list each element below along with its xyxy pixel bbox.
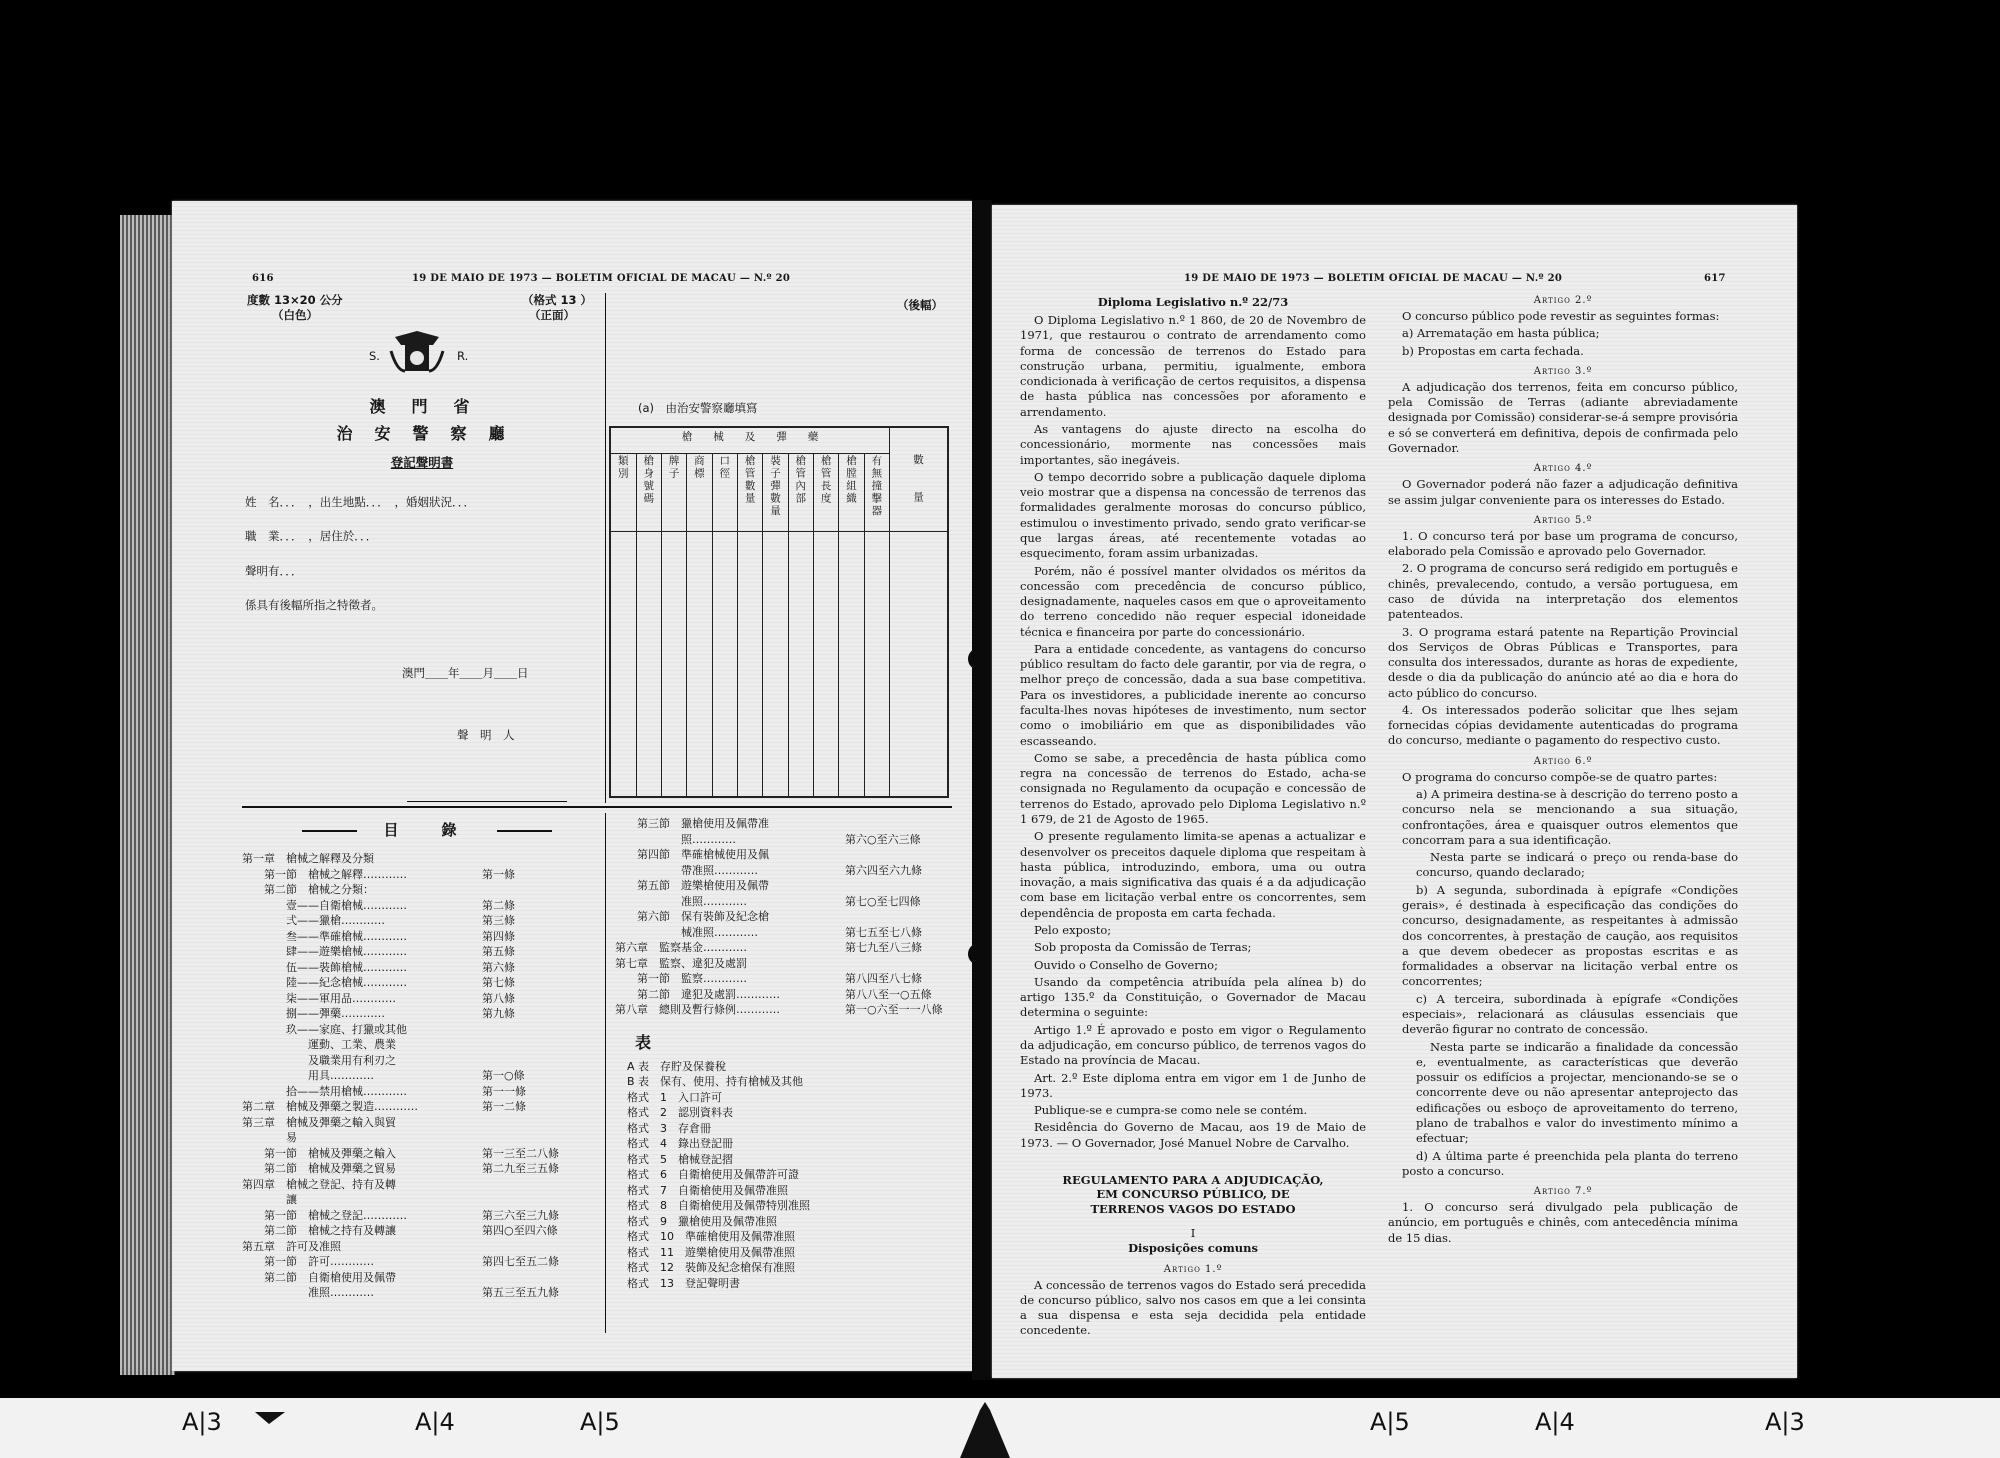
col-header-calibre: 口徑	[712, 453, 737, 531]
spine-binding-mark	[968, 943, 994, 965]
table-list-item: 格式 3 存倉冊	[627, 1121, 711, 1135]
decree-paragraph: Art. 2.º Este diploma entra em vigor em 1 de Junho de 1973.	[1020, 1070, 1366, 1100]
article-body	[1388, 309, 1738, 359]
table-list-item: 格式 8 自衛槍使用及佩帶特別准照	[627, 1199, 810, 1212]
left-page	[172, 201, 972, 1371]
decree-paragraph: O presente regulamento limita-se apenas a actualizar e desenvolver os preceitos daquele diploma que respeitam à hasta pública, introduzindo, embora, uma ou outra inovação, a mais significativa das quais é a da adjudicação com base em licitação verbal entre os concorrentes, sem dependência de proposta em carta fechada.	[1020, 829, 1366, 920]
table-list-item: 格式 2 認別資料表	[627, 1106, 733, 1119]
toc-item: 捌——彈藥………… 第九條	[242, 1007, 515, 1020]
table-list-item: 格式 13 登記聲明書	[627, 1276, 740, 1290]
signatory-label: 聲 明 人	[457, 728, 515, 742]
article-paragraph: Nesta parte se indicarão a finalidade da concessão e, eventualmente, as características que deverão possuir os edifícios a projectar, mencionando-se se o concorrente deve ou não apresentar anteprojecto das edificações ou esboço de aproveitamento do terreno, plano de trabalhos e valor do investimento mínimo a efectuar;	[1416, 1039, 1738, 1146]
col-header-serial: 槍身號碼	[636, 453, 661, 531]
toc-item: 陸——紀念槍械………… 第七條	[242, 976, 515, 989]
article-paragraph: O concurso público pode revestir as seguintes formas:	[1402, 309, 1720, 323]
article-label: Artigo 2.º	[1533, 295, 1593, 306]
film-mark: A|4	[1535, 1408, 1575, 1436]
toc-left-column	[242, 851, 597, 1301]
toc-heading: 目 錄	[383, 821, 471, 839]
film-center-notch-icon	[960, 1402, 1010, 1458]
table-cell	[788, 531, 813, 797]
toc-item: 第一章 槍械之解釋及分類	[242, 852, 374, 865]
article-paragraph: a) A primeira destina-se à descrição do terreno posto a concurso nela se mencionando a sua situação, confrontações, área e quaisquer outros elementos que concorram para a sua identificação.	[1402, 787, 1738, 847]
col-header-category: 類別	[610, 453, 636, 531]
table-list-item: 格式 12 裝飾及紀念槍保有准照	[627, 1261, 795, 1274]
section-title: Disposições comuns	[1128, 1241, 1258, 1256]
toc-item: 第四節 準確槍械使用及佩	[615, 848, 769, 861]
toc-right-column	[615, 816, 960, 1291]
table-list-item: 格式 11 遊樂槍使用及佩帶准照	[627, 1245, 795, 1259]
toc-item: 第二節 槍械之分類：	[242, 883, 374, 896]
article-body	[1388, 529, 1738, 749]
form-side-back: （後幅）	[897, 298, 943, 312]
toc-item: 及職業用有利刃之	[242, 1053, 396, 1067]
toc-item: 運動、工業、農業	[242, 1038, 396, 1051]
toc-item: 第一節 槍械及彈藥之輸入 第一三至二八條	[242, 1146, 559, 1160]
decree-paragraph: Para a entidade concedente, as vantagens do concurso público resultam do facto dele garantir, por via de regra, o melhor preço de concessão, dada a sua base competitiva. Para os investidores, a publicidade inerente ao concurso faculta-lhes novas hipóteses de investimento, num sector como o imobiliário em que as disponibilidades vão escasseando.	[1020, 641, 1366, 748]
right-running-title: 19 DE MAIO DE 1973 — BOLETIM OFICIAL DE MACAU — N.º 20	[1184, 273, 1563, 284]
article-paragraph: O Governador poderá não fazer a adjudicação definitiva se assim julgar conveniente para os interesses do Estado.	[1388, 477, 1738, 507]
film-mark: A|3	[182, 1408, 222, 1436]
col-header-brand: 牌子	[661, 453, 686, 531]
regulation-column	[1388, 295, 1738, 1248]
col-header-bore: 槍管內部	[788, 453, 813, 531]
table-list-item: 格式 6 自衛槍使用及佩帶許可證	[627, 1168, 799, 1181]
table-list-item: 格式 9 獵槍使用及佩帶准照	[627, 1214, 777, 1228]
toc-item: 讓	[242, 1193, 297, 1206]
form-color-note: （白色）	[272, 308, 318, 322]
toc-item: 准照………… 第五三至五九條	[242, 1286, 559, 1299]
section-rule	[242, 806, 952, 808]
article-paragraph: d) A última parte é preenchida pela planta do terreno posto a concurso.	[1402, 1148, 1738, 1178]
toc-item: 第二節 槍械之持有及轉讓 第四○至四六條	[242, 1224, 558, 1237]
toc-item: 用具………… 第一○條	[242, 1069, 525, 1082]
section-number: I	[1190, 1226, 1196, 1241]
police-office-name: 治 安 警 察 廳	[336, 424, 508, 443]
decree-paragraph: O Diploma Legislativo n.º 1 860, de 20 de Novembro de 1971, que restaurou o contrato de arrendamento como forma de concessão de terrenos do Estado para construção urbana, permitiu, igualmente, embora condicionada à verificação de certos requisitos, a dispensa de hasta pública nas concessões por aforamento e arrendamento.	[1020, 313, 1366, 419]
toc-item: 第八章 總則及暫行條例………… 第一○六至一一八條	[615, 1003, 943, 1016]
decree-paragraph: Residência do Governo de Macau, aos 19 de Maio de 1973. — O Governador, José Manuel Nobre de Carvalho.	[1020, 1120, 1366, 1150]
col-header-striker: 有無撞擊器	[864, 453, 889, 531]
table-cell	[610, 531, 636, 797]
field-characteristics-line: 係具有後幅所指之特徵者。	[245, 598, 383, 612]
article-label: Artigo 5.º	[1533, 514, 1593, 526]
form-size-note: 度數 13×20 公分	[247, 293, 343, 307]
table-list-item: 格式 4 錄出登記冊	[627, 1137, 733, 1150]
decree-title: Diploma Legislativo n.º 22/73	[1097, 295, 1289, 309]
table-list-item: 格式 1 入口許可	[627, 1090, 722, 1104]
table-cell	[737, 531, 762, 797]
table-cell	[687, 531, 712, 797]
toc-item: 照………… 第六○至六三條	[615, 832, 921, 846]
article-paragraph: 1. O concurso terá por base um programa de concurso, elaborado pela Comissão e aprovado pelo Governador.	[1388, 528, 1738, 559]
col-header-trademark: 商標	[687, 453, 712, 531]
table-list-item: B 表 保有、使用、持有槍械及其他	[627, 1075, 804, 1088]
table-cell	[839, 531, 864, 797]
article-body	[1388, 1200, 1738, 1246]
article-1-label: Artigo 1.º	[1163, 1263, 1223, 1275]
col-header-chamber: 槍膛組織	[839, 453, 864, 531]
table-list-item: 格式 10 準確槍使用及佩帶准照	[627, 1230, 795, 1243]
article-1-text: A concessão de terrenos vagos do Estado será precedida de concurso público, salvo nos casos em que a lei consinta a sua dispensa e esta seja decidida pela entidade concedente.	[1020, 1277, 1366, 1338]
film-mark: A|3	[1765, 1408, 1805, 1436]
article-body	[1388, 477, 1738, 508]
toc-item: 第一節 許可………… 第四七至五二條	[242, 1255, 559, 1268]
back-note: (a) 由治安警察廳填寫	[638, 401, 758, 415]
table-list-item: 格式 5 槍械登記摺	[627, 1152, 733, 1166]
toc-item: 柒——軍用品………… 第八條	[242, 991, 515, 1005]
article-body	[1388, 770, 1738, 1179]
toc-item: 第三章 槍械及彈藥之輸入與貿	[242, 1115, 396, 1129]
article-label: Artigo 3.º	[1533, 365, 1593, 377]
toc-item: 第二節 違犯及處罰………… 第八八至一○五條	[615, 987, 932, 1001]
decree-paragraph: Publique-se e cumpra-se como nele se contém.	[1034, 1103, 1308, 1118]
field-occupation-line: 職 業．．． ，居住於．．．	[245, 529, 378, 543]
table-cell	[636, 531, 661, 797]
decree-column	[1020, 295, 1366, 1341]
decree-paragraph: Pelo exposto;	[1034, 922, 1112, 937]
field-name-line: 姓 名．．． ，出生地點．．． ，婚姻狀況．．．	[245, 495, 475, 509]
toc-item: 第二節 槍械及彈藥之貿易 第二九至三五條	[242, 1162, 559, 1175]
toc-item: 第三節 獵槍使用及佩帶准	[615, 817, 769, 830]
firearms-table-title: 槍 械 及 彈 藥	[610, 427, 890, 453]
date-line: 澳門＿＿年＿＿月＿＿日	[402, 666, 529, 680]
toc-heading-rule-left	[302, 830, 357, 832]
article-paragraph: b) Propostas em carta fechada.	[1402, 343, 1584, 358]
article-paragraph: a) Arrematação em hasta pública;	[1402, 326, 1600, 341]
article-paragraph: 1. O concurso será divulgado pela publicação de anúncio, em português e chinês, com antecedência mínima de 15 dias.	[1388, 1200, 1738, 1245]
article-paragraph: A adjudicação dos terrenos, feita em concurso público, pela Comissão de Terras (adiante abreviadamente designada por Comissão) considerar-se-á sempre provisória e só se converterá em definitiva, depois de confirmada pelo Governador.	[1388, 379, 1738, 455]
field-declaration-line: 聲明有．．．	[245, 564, 303, 578]
book-spine	[972, 200, 992, 1380]
col-header-length: 槍管長度	[813, 453, 838, 531]
right-page	[992, 205, 1797, 1378]
tables-list	[627, 1059, 960, 1292]
toc-item: 壹——自衛槍械………… 第二條	[242, 898, 515, 912]
toc-item: 玖——家庭、打獵或其他	[242, 1022, 407, 1036]
film-mark: A|4	[415, 1408, 455, 1436]
toc-heading-rule-right	[497, 830, 552, 832]
table-list-item: A 表 存貯及保養稅	[627, 1059, 727, 1073]
toc-item: 准照………… 第七○至七四條	[615, 894, 921, 908]
toc-item: 第五章 許可及准照	[242, 1239, 341, 1253]
toc-item: 弍——獵槍………… 第三條	[242, 914, 515, 927]
page-edges	[120, 215, 175, 1375]
seal-letter-s: S.	[369, 349, 380, 363]
form-side-front: （正面）	[529, 308, 575, 322]
toc-item: 第五節 遊樂槍使用及佩帶	[615, 879, 769, 892]
toc-item: 叁——準確槍械………… 第四條	[242, 929, 515, 943]
decree-body	[1020, 313, 1366, 1151]
toc-item: 肆——遊樂槍械………… 第五條	[242, 945, 515, 958]
toc-item: 第二章 槍械及彈藥之製造………… 第一二條	[242, 1100, 526, 1113]
coat-of-arms-emblem	[387, 331, 447, 379]
toc-item: 第七章 監察、違犯及處罰	[615, 956, 747, 970]
seal-letter-r: R.	[457, 349, 469, 363]
table-cell	[890, 531, 949, 797]
article-paragraph: b) A segunda, subordinada à epígrafe «Condições gerais», é destinada à especificação das condições do concurso, designadamente, as respeitantes à admissão dos concorrentes, à prestação de caução, aos requisitos a que devem obedecer as propostas escritas e as formalidades a observar na licitação verbal entre os concorrentes;	[1402, 882, 1738, 989]
regulation-title: REGULAMENTO PARA A ADJUDICAÇÃO, EM CONCURSO PÚBLICO, DE TERRENOS VAGOS DO ESTADO	[1062, 1172, 1324, 1216]
decree-paragraph: Usando da competência atribuída pela alínea b) do artigo 135.º da Constituição, o Governador de Macau determina o seguinte:	[1020, 974, 1366, 1020]
firearms-table	[609, 426, 949, 798]
article-paragraph: 3. O programa estará patente na Repartição Provincial dos Serviços de Obras Públicas e Transportes, para consulta dos interessados, durante as horas de expediente, desde o dia da publicação do anúncio até ao dia e hora do acto público do concurso.	[1388, 624, 1738, 700]
table-list-item: 格式 7 自衛槍使用及佩帶准照	[627, 1183, 788, 1197]
toc-item: 第六章 監察基金………… 第七九至八三條	[615, 941, 922, 954]
signature-line	[407, 801, 567, 802]
article-paragraph: c) A terceira, subordinada à epígrafe «Condições especiais», relacionará as cláusulas essenciais que deverão figurar no contrato de concessão.	[1402, 991, 1738, 1037]
right-page-number: 617	[1704, 273, 1726, 284]
table-cell	[763, 531, 788, 797]
toc-item: 拾——禁用槍械………… 第一一條	[242, 1084, 526, 1098]
decree-paragraph: O tempo decorrido sobre a publicação daquele diploma veio mostrar que a dispensa na concessão de terrenos das formalidades geralmente morosas do concurso público, estimulou o investimento privado, sendo grato verificar-se que largas áreas, até recentemente votadas ao esquecimento, foram assim urbanizadas.	[1020, 469, 1366, 561]
article-label: Artigo 4.º	[1533, 463, 1593, 475]
form-title: 登記聲明書	[390, 455, 454, 470]
toc-item: 第一節 槍械之登記………… 第三六至三九條	[242, 1208, 559, 1222]
toc-item: 第六節 保有裝飾及紀念槍	[615, 910, 769, 923]
toc-divider	[605, 813, 606, 1333]
toc-item: 第一節 槍械之解釋………… 第一條	[242, 867, 515, 881]
left-running-title: 19 DE MAIO DE 1973 — BOLETIM OFICIAL DE MACAU — N.º 20	[412, 273, 791, 284]
decree-paragraph: Sob proposta da Comissão de Terras;	[1034, 940, 1252, 955]
article-paragraph: 2. O programa de concurso será redigido em português e chinês, prevalecendo, contudo, a versão portuguesa, em caso de dúvida na interpretação dos elementos patenteados.	[1388, 561, 1738, 622]
form-divider	[605, 293, 606, 803]
toc-item: 帶准照………… 第六四至六九條	[615, 863, 922, 877]
decree-paragraph: Ouvido o Conselho de Governo;	[1034, 957, 1218, 972]
form-format-label: （格式 13 ）	[522, 293, 593, 307]
film-mark: A|5	[580, 1408, 620, 1436]
left-page-number: 616	[252, 273, 274, 284]
col-header-barrels: 槍管數量	[737, 453, 762, 531]
film-mark: A|5	[1370, 1408, 1410, 1436]
table-cell	[661, 531, 686, 797]
article-paragraph: O programa do concurso compõe-se de quatro partes:	[1402, 769, 1718, 784]
decree-paragraph: Porém, não é possível manter olvidados os méritos da concessão com precedência de concurso público, designadamente, naqueles casos em que o aproveitamento do terreno concedido não requer especial idoneidade técnica e financeira por parte do concessionário.	[1020, 563, 1366, 639]
decree-paragraph: As vantagens do ajuste directo na escolha do concessionário, mormente nas concessões mais importantes, são inegáveis.	[1020, 421, 1366, 467]
article-body	[1388, 380, 1738, 456]
quantity-header: 數 量	[890, 427, 949, 531]
table-cell	[864, 531, 889, 797]
table-cell	[813, 531, 838, 797]
film-marker-arrow-icon	[255, 1410, 285, 1426]
article-label: Artigo 6.º	[1533, 755, 1593, 767]
article-paragraph: 4. Os interessados poderão solicitar que lhes sejam fornecidas cópias devidamente autenticadas do programa do concurso, mediante o pagamento do respectivo custo.	[1388, 702, 1738, 748]
province-name: 澳 門 省	[369, 397, 475, 416]
toc-item: 第一節 監察………… 第八四至八七條	[615, 972, 922, 985]
decree-paragraph: Como se sabe, a precedência de hasta pública como regra na concessão de terrenos do Estado, acha-se consignada no Regulamento da ocupação e concessão de terrenos do Estado, aprovado pelo Diploma Legislativo n.º 1 679, de 21 de Agosto de 1965.	[1020, 750, 1366, 826]
table-cell	[712, 531, 737, 797]
toc-item: 第二節 自衛槍使用及佩帶	[242, 1270, 396, 1284]
toc-item: 第四章 槍械之登記、持有及轉	[242, 1177, 396, 1191]
toc-item: 械准照………… 第七五至七八條	[615, 925, 922, 939]
spine-binding-mark	[968, 648, 994, 670]
toc-item: 伍——裝飾槍械………… 第六條	[242, 960, 515, 974]
toc-item: 易	[242, 1131, 297, 1144]
article-label: Artigo 7.º	[1533, 1186, 1593, 1198]
decree-paragraph: Artigo 1.º É aprovado e posto em vigor o Regulamento da adjudicação, em concurso público, de terrenos vagos do Estado na província de Macau.	[1020, 1022, 1366, 1068]
col-header-cartridges: 裝子彈數量	[763, 453, 788, 531]
tables-heading: 表	[635, 1032, 652, 1052]
article-paragraph: Nesta parte se indicará o preço ou renda-base do concurso, quando declarado;	[1416, 850, 1738, 880]
